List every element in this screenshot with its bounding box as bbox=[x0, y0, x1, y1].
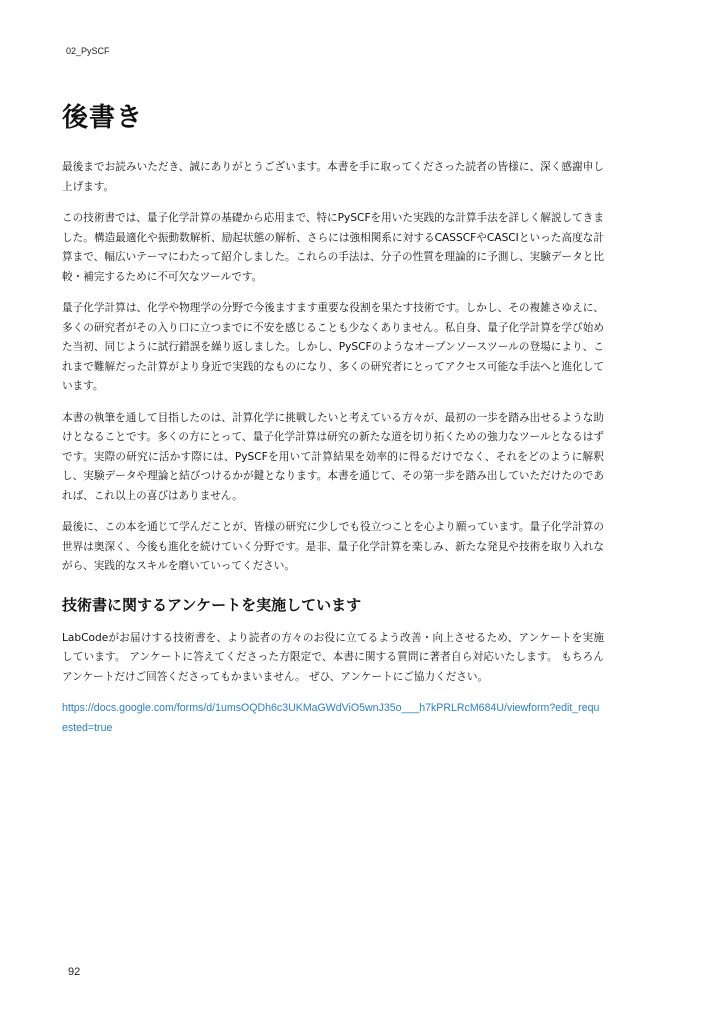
paragraph-motivation: 量子化学計算は、化学や物理学の分野で今後ますます重要な役割を果たす技術です。しかし、その複雑さゆえに、多くの研究者がその入り口に立つまでに不安を感じることも少なくありません。私自身、量子化学計算を学び始めた当初、同じように試行錯誤を繰り返しました。しかし、PySCFのようなオープンソースツールの登場により、これまで難解だった計算がより身近で実践的なものになり、多くの研究者にとってアクセス可能な手法へと進化しています。 bbox=[62, 302, 604, 392]
page-title: 後書き bbox=[62, 103, 144, 133]
survey-paragraph: LabCodeがお届けする技術書を、より読者の方々のお役に立てるよう改善・向上させるため、アンケートを実施しています。 アンケートに答えてくださった方限定で、本書に関する質問に著者自ら対応いたします。 もちろんアンケートだけご回答くださってもかまいません。 ぜひ、アンケートにご協力ください。 bbox=[62, 631, 604, 683]
page-content bbox=[62, 100, 604, 738]
survey-heading: 技術書に関するアンケートを実施しています bbox=[62, 595, 362, 614]
paragraph-goal: 本書の執筆を通して目指したのは、計算化学に挑戦したいと考えている方々が、最初の一歩を踏み出せるような助けとなることです。多くの方にとって、量子化学計算は研究の新たな道を切り拓くための強力なツールとなるはずです。実際の研究に活かす際には、PySCFを用いて計算結果を効率的に得るだけでなく、それをどのように解釈し、実験データや理論と結びつけるかが鍵となります。本書を通じて、その第一歩を踏み出していただけたのであれば、これ以上の喜びはありません。 bbox=[62, 411, 604, 502]
paragraph-overview: この技術書では、量子化学計算の基礎から応用まで、特にPySCFを用いた実践的な計算手法を詳しく解説してきました。構造最適化や振動数解析、励起状態の解析、さらには強相関系に対するCASSCFやCASCIといった高度な計算まで、幅広いテーマにわたって紹介しました。これらの手法は、分子の性質を理論的に予測し、実験データと比較・補完するために不可欠なツールです。 bbox=[62, 212, 604, 283]
survey-link[interactable]: https://docs.google.com/forms/d/1umsOQDh6c3UKMaGWdViO5wnJ35o___h7kPRLRcM684U/viewform?edit_requested=true bbox=[62, 702, 600, 734]
paragraph-thanks: 最後までお読みいただき、誠にありがとうございます。本書を手に取ってくださった読者の皆様に、深く感謝申し上げます。 bbox=[62, 161, 604, 193]
running-head: 02_PySCF bbox=[66, 46, 110, 56]
paragraph-closing: 最後に、この本を通じて学んだことが、皆様の研究に少しでも役立つことを心より願っています。量子化学計算の世界は奥深く、今後も進化を続けていく分野です。是非、量子化学計算を楽しみ、新たな発見や技術を取り入れながら、実践的なスキルを磨いていってください。 bbox=[62, 521, 604, 572]
page-number: 92 bbox=[68, 966, 81, 978]
